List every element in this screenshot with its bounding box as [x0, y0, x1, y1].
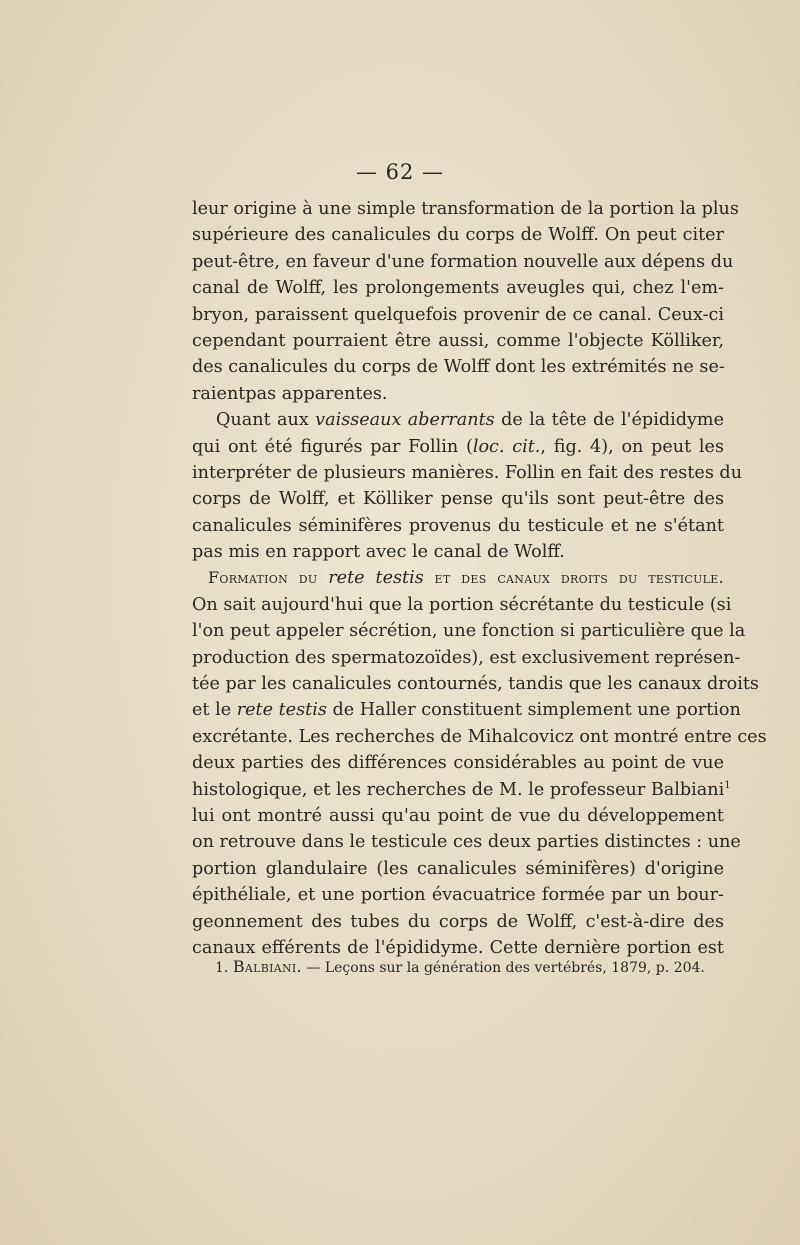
text-line: pas mis en rapport avec le canal de Wolff.: [192, 542, 565, 563]
text-line: épithéliale, et une portion évacuatrice formée par un bour-: [192, 885, 724, 906]
text-line: et le rete testis de Haller constituent simplement une portion: [192, 700, 741, 721]
text-line: canaux efférents de l'épididyme. Cette dernière portion est: [192, 937, 724, 958]
text-line: cependant pourraient être aussi, comme l'objecte Kölliker,: [192, 330, 724, 351]
footnote: 1. Balbiani. — Leçons sur la génération des vertébrés, 1879, p. 204.: [215, 957, 705, 976]
text-line: Quant aux vaisseaux aberrants de la tête de l'épididyme: [216, 410, 725, 431]
section-heading: Formation du rete testis et des canaux droits du testicule.: [208, 568, 724, 589]
footnote-author: Balbiani.: [232, 957, 302, 976]
text-line: canalicules séminifères provenus du testicule et ne s'étant: [192, 515, 724, 536]
text-line: geonnement des tubes du corps de Wolff, c'est-à-dire des: [192, 911, 724, 932]
text-line: leur origine à une simple transformation de la portion la plus: [192, 199, 739, 219]
italic-citation: loc. cit.: [472, 436, 541, 457]
text-line: peut-être, en faveur d'une formation nouvelle aux dépens du: [192, 251, 734, 272]
text-line: excrétante. Les recherches de Mihalcovicz ont montré entre ces: [192, 726, 767, 747]
page-number: — 62 —: [355, 160, 445, 184]
text-line: On sait aujourd'hui que la portion sécrétante du testicule (si: [192, 594, 732, 615]
text-line: portion glandulaire (les canalicules séminifères) d'origine: [192, 858, 724, 879]
footnote-marker: 1: [724, 779, 731, 791]
text-line: histologique, et les recherches de M. le professeur Balbiani$^1$: [192, 779, 731, 800]
text-line: lui ont montré aussi qu'au point de vue du développement: [192, 805, 724, 826]
text-line: on retrouve dans le testicule ces deux parties distinctes : une: [192, 832, 741, 853]
italic-term: vaisseaux aberrants: [315, 410, 495, 431]
italic-term: rete testis: [236, 700, 327, 721]
text-line: production des spermatozoïdes), est exclusivement représen-: [192, 647, 741, 668]
text-line: des canalicules du corps de Wolff dont les extrémités ne se-: [192, 357, 725, 378]
text-line: tée par les canalicules contournés, tandis que les canaux droits: [192, 674, 759, 695]
text-line: bryon, paraissent quelquefois provenir de ce canal. Ceux-ci: [192, 304, 724, 325]
body-text: [192, 196, 767, 961]
text-line: qui ont été figurés par Follin (loc. cit., fig. 4), on peut les: [192, 436, 725, 457]
text-line: interpréter de plusieurs manières. Follin en fait des restes du: [192, 462, 743, 483]
text-line: supérieure des canalicules du corps de Wolff. On peut citer: [192, 225, 724, 246]
text-line: raientpas apparentes.: [192, 383, 388, 404]
text-line: l'on peut appeler sécrétion, une fonction si particulière que la: [192, 621, 746, 642]
text-line: canal de Wolff, les prolongements aveugles qui, chez l'em-: [192, 278, 724, 299]
text-line: deux parties des différences considérables au point de vue: [192, 753, 724, 774]
text-line: corps de Wolff, et Kölliker pense qu'ils sont peut-être des: [192, 489, 724, 510]
